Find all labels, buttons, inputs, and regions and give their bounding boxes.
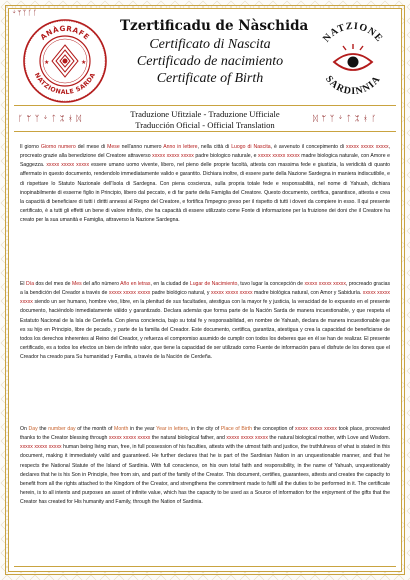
field-place: Place of Birth — [220, 426, 252, 432]
field-ano: Año en letras — [120, 281, 151, 287]
eye-symbol-icon — [334, 44, 372, 70]
anagrafe-seal — [22, 18, 108, 104]
placeholder-nombre-hijo: xxxxx xxxxx xxxxx — [304, 281, 346, 287]
field-day: Day — [28, 426, 38, 432]
natzione-sardinnia-emblem — [312, 20, 394, 104]
header-divider-line — [14, 105, 396, 106]
spanish-paragraph: El Día dos del mes de Mes del año número Año en letras, en la ciudad de Lugar de Nacimiento, tuvo lugar la concepción de xxxxx xxxxx xxxxx, procreado gracias a la bendición del Creador a través de xxxxx xxxxx xxxxx padre biológico natural, y xxxxx xxxxx xxxxx madre biológica natural, con Amor y Sabiduría. xxxxx xxxxx xxxxx siendo un ser humano, hombre vivo, libre, en la plenitud de sus facultades, atestigua con la mayor fe y justicia, la veracidad de lo expuesto en el presente documento, haciéndolo inmediatamente válido y garantizado. Declara además que forma parte de la Nación Sarda de manera incuestionable, y que respeta el Estatuto Nacional de la Isla de Cerdeña. Con plena conciencia, bajo su total fe y responsabilidad, en nombre de Yahuah, declara de manera incuestionable que es su hijo en Principio, libre de pecado, y parte de la familia del Creador. Este documento, certifica, garantiza, atestigua y crea la capacidad de beneficiarse de todos los derechos inherentes al Reino del Creador, y refuerza el compromiso asumido de cumplir con todos los deberes que en él se han de realizar. El presente certificado, es a todos los efectos un bien de infinito valor, que tiene la capacidad de ser utilizado como Fuente de información para el disfrute de los dones que el Creador ha creado para Su humanidad y Familia, a través de la Nación de Cerdeña. — [20, 281, 391, 361]
field-giorno: Giorno numero — [40, 144, 76, 150]
translation-line-1: Traduzione Ufitziale - Traduzione Ufficiale — [130, 109, 280, 119]
field-lugar: Lugar de Nacimiento — [189, 281, 238, 287]
placeholder-father-name: xxxxx xxxxx xxxxx — [108, 435, 151, 442]
italian-paragraph: Il giorno Giorno numero del mese di Mese nell'anno numero Anno in lettere, nella città di Luogo di Nascita, è avvenuto il concepimento di xxxxx xxxxx xxxxx, procreato grazie alla benedizione del Creatore attraverso xxxxx xxxxx xxxxx padre biologico naturale, e xxxxx xxxxx xxxxx madre biologica naturale, con Amore e Saggezza. xxxxx xxxxx xxxxx essere umano uomo vivente, libero, nel pieno delle proprie facoltà, attesta con massima fede e giustizia, la veridicità di quanto affermato in questo documento, rendendolo immediatamente valido e garantito. Dichiara inoltre, di essere parte della Nazione Sardegna in maniera indiscutibile, e di rispettare lo Statuto Nazionale dell'Isola di Sardegna. Con piena coscienza, sulla propria totale fede e responsabilità, nel nome di Yahuah, dichiara inopinabilmente di esserne figlio in Principio, libero dal peccato, e di far parte della Famiglia del Creatore. Questo documento, certifica, garantisce, attesta e crea la capacità di beneficiare di tutti i diritti annessi al Regno del Creatore, e fortifica l'impegno preso per il rispetto di tutti i doveri da compiere in esso. Il qui presente certificato, è a tutti gli effetti un bene di valore infinito, che ha capacità di essere utilizzato come Fonte di informazione per la fruizione dei doni che il Creatore ha creato per la sua umanità e Famiglia, attraverso la Nazione Sardegna. — [20, 144, 390, 224]
left-glyph-row: ᚴ ᛘ ᛉ ᛎ ᛏ ᛯ ᚼ ᛞ — [18, 114, 82, 123]
translation-line-2: Traducción Oficial - Official Translation — [135, 119, 275, 130]
field-mes: Mes — [71, 281, 82, 287]
svg-text:★: ★ — [81, 59, 87, 66]
subtitle-spanish: Certificado de nacimiento — [136, 54, 284, 69]
seal-right-top-text: NATZIONE — [321, 20, 385, 45]
body-divider-line — [14, 131, 396, 132]
seal-left-top-text: ANÀGRAFE — [38, 23, 92, 42]
field-number-day: number day — [48, 426, 76, 432]
placeholder-declarant-name: xxxxx xxxxx xxxxx — [20, 444, 62, 451]
field-anno: Anno in lettere — [163, 144, 198, 150]
placeholder-name-mother: xxxxx xxxxx xxxxx — [258, 153, 300, 160]
placeholder-nombre-madre: xxxxx xxxxx xxxxx — [210, 290, 253, 297]
document-title: Tzertificadu de Nàschida — [120, 18, 309, 34]
corner-nuragic-glyphs: ᛎᛘᛉᚴᚴ — [12, 9, 38, 17]
placeholder-name-father: xxxxx xxxxx xxxxx — [152, 153, 194, 160]
placeholder-nombre-padre: xxxxx xxxxx xxxxx — [108, 290, 151, 297]
english-paragraph: On Day the number day of the month of Month in the year Year in letters, in the city of Place of Birth the conception of xxxxx xxxxx xxxxx took place, procreated thanks to the Creator blessing through xxxxx xxxxx xxxxx the natural biological father, and xxxxx xxxxx xxxxx the natural biological mother, with Love and Wisdom. xxxxx xxxxx xxxxx human being living man, free, in full possession of his faculties, attests with the utmost faith and justice, the truthfulness of what is stated in this document, making it immediately valid and guaranteed. He further declares that he is part of the Sardinian Nation in an unquestionable manner, and that he respects the National Statute of the Island of Sardinia. With full conscience, on his own total faith and responsibility, in the name of Yahuah, unquestionably declares that he is his Son in Principle, free from sin, and part of the family of the Creator. This document, certifies, guarantees, attests and creates the capacity to benefit from all the rights attached to the Kingdom of the Creator, and strengthens the commitment made to fulfil all the duties to be performed in it. The certificate herein, is to all intents and purposes an asset of infinite value, which has the capacity to be used as a Source of information for the enjoyment of the gifts that the Creator has created for His humanity and Family, through the Nation of Sardinia. — [20, 426, 390, 506]
certificate-header — [120, 18, 309, 87]
field-year: Year in letters — [156, 426, 188, 432]
placeholder-name-child: xxxxx xxxxx xxxxx — [346, 144, 389, 150]
footer-divider-line — [14, 566, 396, 567]
right-glyph-row: ᛞ ᛘ ᛉ ᛎ ᛏ ᛯ ᚼ ᚴ — [313, 114, 377, 123]
placeholder-child-name: xxxxx xxxxx xxxxx — [295, 426, 337, 432]
subtitle-italian: Certificato di Nascita — [149, 37, 271, 52]
subtitle-english: Certificate of Birth — [156, 71, 264, 86]
seal-left-bottom-text: NATZIONALE SARDA — [32, 71, 98, 97]
seal-left-emblem — [52, 45, 78, 77]
svg-text:★: ★ — [44, 59, 50, 66]
field-dia: Día — [26, 281, 35, 287]
placeholder-name-declarant: xxxxx xxxxx xxxxx — [46, 162, 90, 169]
official-translation-note — [100, 109, 310, 130]
field-luogo: Luogo di Nascita — [231, 144, 271, 150]
field-month: Month — [114, 426, 129, 432]
placeholder-nombre-declarante: xxxxx xxxxx xxxxx — [20, 290, 390, 306]
field-mese: Mese — [107, 144, 120, 150]
placeholder-mother-name: xxxxx xxxxx xxxxx — [226, 435, 268, 442]
seal-right-bottom-text: SARDINNIA — [323, 73, 383, 98]
